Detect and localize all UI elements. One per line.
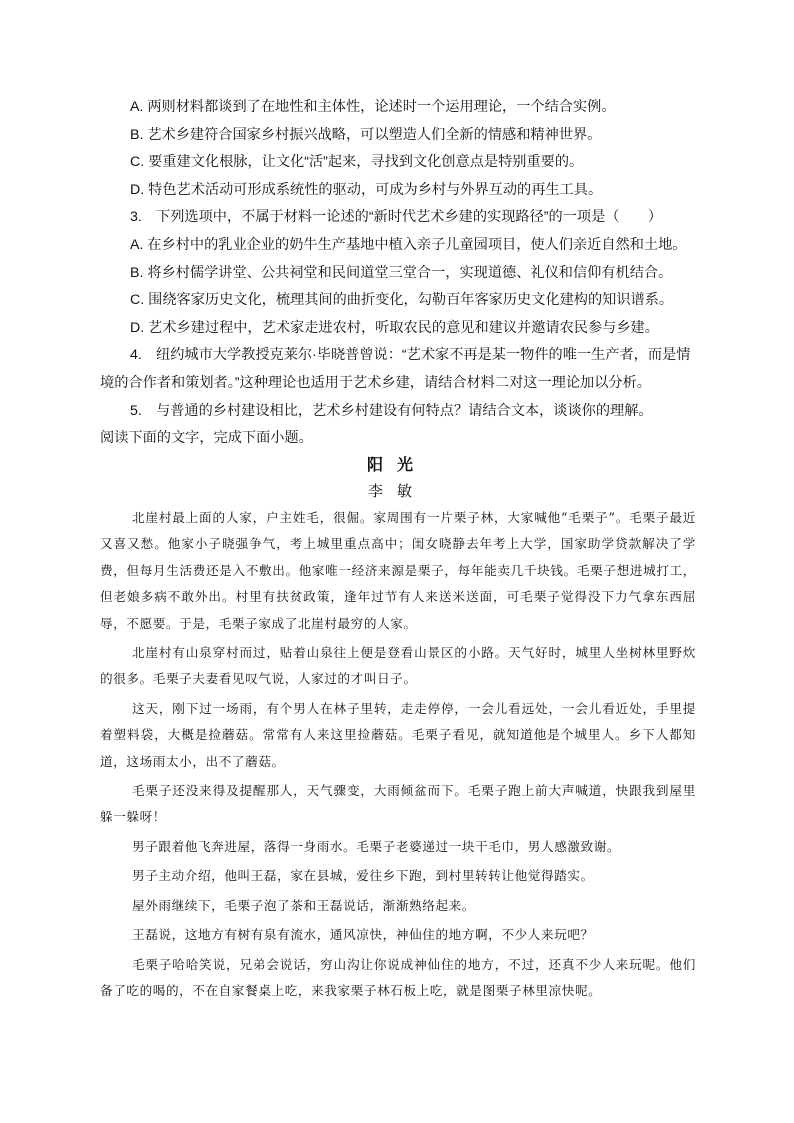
story-body — [100, 505, 696, 1007]
q2-option-c: C. 要重建文化根脉，让文化“活”起来，寻找到文化创意点是特别重要的。 — [130, 154, 584, 171]
story-paragraph: 屋外雨继续下，毛栗子泡了茶和王磊说话，渐渐熟络起来。 — [132, 897, 476, 913]
q2-option-b: B. 艺术乡建符合国家乡村振兴战略，可以塑造人们全新的情感和精神世界。 — [130, 126, 602, 143]
story-paragraph: 男子主动介绍，他叫王磊，家在县城，爱往乡下跑，到村里转转让他觉得踏实。 — [132, 868, 594, 884]
story-paragraph: 毛栗子还没来得及提醒那人，天气骤变，大雨倾盆而下。毛栗子跑上前大声喊道，快跟我到屋里躲一躲呀！ — [100, 783, 696, 825]
q2-option-d: D. 特色艺术活动可形成系统性的驱动，可成为乡村与外界互动的再生工具。 — [130, 181, 603, 198]
q5-text: 5. 与普通的乡村建设相比，艺术乡村建设有何特点？请结合文本，谈谈你的理解。 — [130, 402, 653, 419]
story-title: 阳光 — [366, 457, 427, 474]
q3-option-d: D. 艺术乡建过程中，艺术家走进农村，听取农民的意见和建议并邀请农民参与乡建。 — [130, 319, 659, 336]
story-paragraph: 男子跟着他飞奔进屋，落得一身雨水。毛栗子老婆递过一块干毛巾，男人感激致谢。 — [132, 838, 621, 854]
q2-option-a: A. 两则材料都谈到了在地性和主体性，论述时一个运用理论，一个结合实例。 — [130, 99, 616, 115]
story-paragraph: 这天，刚下过一场雨，有个男人在林子里转，走走停停，一会儿看远处，一会儿看近处，手里提着塑料袋，大概是捡蘑菇。常常有人来这里捡蘑菇。毛栗子看见，就知道他是个城里人。乡下人都知道，这场雨太小，出不了蘑菇。 — [100, 700, 696, 769]
q3-stem: 3. 下列选项中，不属于材料一论述的“新时代艺术乡建的实现路径”的一项是（ ） — [130, 209, 663, 226]
question-block — [100, 94, 700, 453]
story-author: 李敏 — [367, 483, 426, 500]
q3-option-a: A. 在乡村中的乳业企业的奶牛生产基地中植入亲子儿童园项目，使人们亲近自然和土地。 — [130, 236, 687, 253]
reading-instruction: 阅读下面的文字，完成下面小题。 — [100, 430, 313, 447]
q3-option-c: C. 围绕客家历史文化，梳理其间的曲折变化，勾勒百年客家历史文化建构的知识谱系。 — [130, 292, 674, 309]
story-paragraph: 毛栗子哈哈笑说，兄弟会说话，穷山沟让你说成神仙住的地方，不过，还真不少人来玩呢。他们备了吃的喝的，不在自家餐桌上吃，来我家栗子林石板上吃，就是图栗子林里凉快呢。 — [100, 956, 696, 998]
story-paragraph: 北崖村最上面的人家，户主姓毛，很倔。家周围有一片栗子林，大家喊他“毛栗子”。毛栗子最近又喜又愁。他家小子晓强争气，考上城里重点高中；闺女晓静去年考上大学，国家助学贷款解决了学费，但每月生活费还是入不敷出。他家唯一经济来源是栗子，每年能卖几千块钱。毛栗子想进城打工，但老娘多病不敢外出。村里有扶贫政策，逢年过节有人来送米送面，可毛栗子觉得没下力气拿东西屈辱，不愿要。于是，毛栗子家成了北崖村最穷的人家。 — [100, 510, 696, 631]
q3-option-b: B. 将乡村儒学讲堂、公共祠堂和民间道堂三堂合一，实现道德、礼仪和信仰有机结合。 — [130, 264, 673, 281]
story-paragraph: 北崖村有山泉穿村而过，贴着山泉往上便是登看山景区的小路。天气好时，城里人坐树林里野炊的很多。毛栗子夫妻看见叹气说，人家过的才叫日子。 — [100, 645, 696, 687]
story-paragraph: 王磊说，这地方有树有泉有流水，通风凉快，神仙住的地方啊，不少人来玩吧？ — [132, 927, 594, 943]
q4-text: 4. 纽约城市大学教授克莱尔·毕晓普曾说：“艺术家不再是某一物件的唯一生产者，而是情境的合作者和策划者。”这种理论也适用于艺术乡建，请结合材料二对这一理论加以分析。 — [100, 347, 691, 391]
